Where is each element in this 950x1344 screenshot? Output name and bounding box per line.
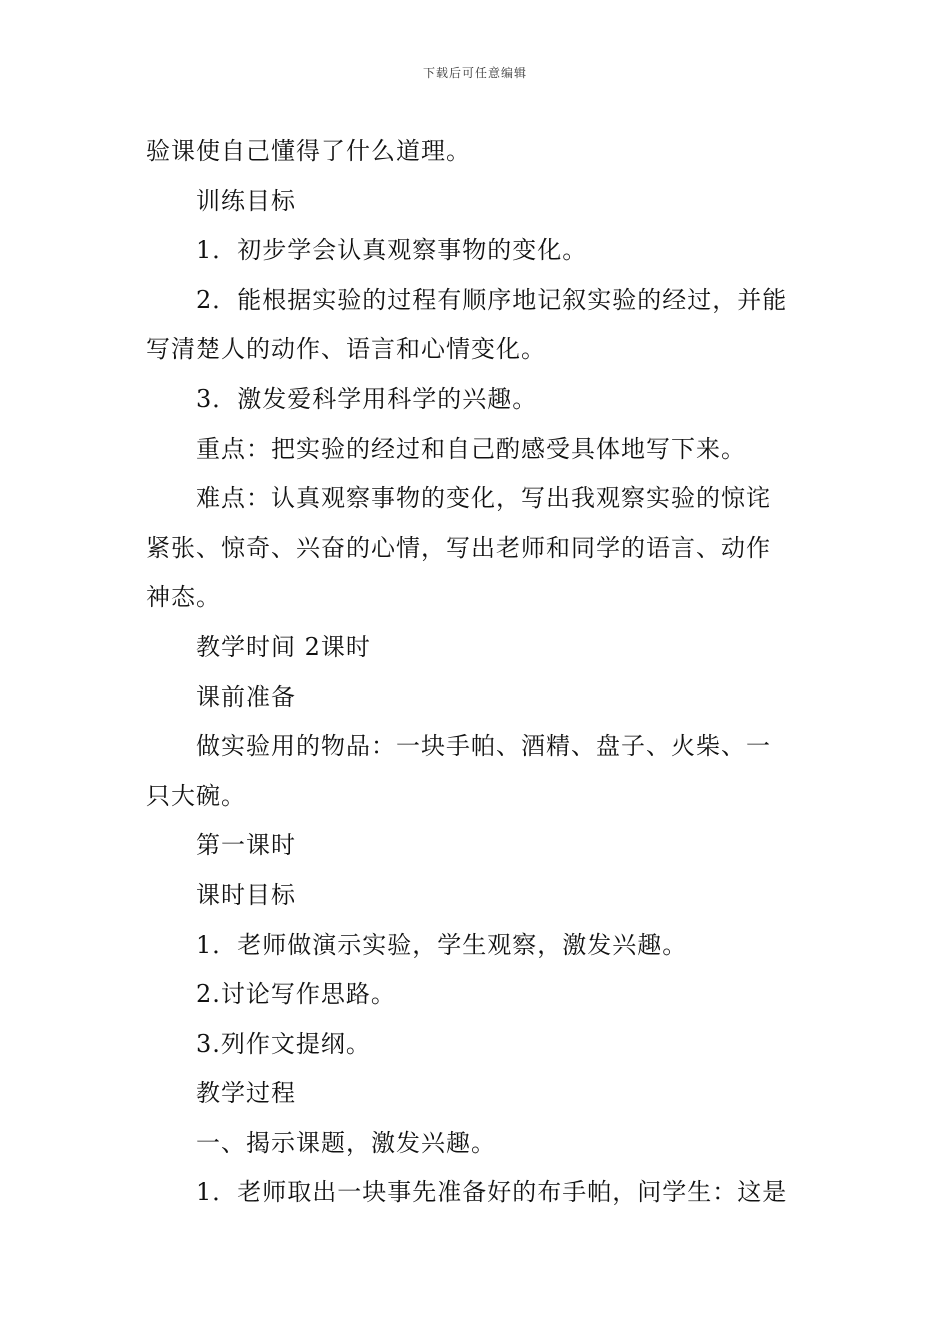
text-line: 重点：把实验的经过和自己酌感受具体地写下来。 [196, 434, 746, 463]
text-line: 1．初步学会认真观察事物的变化。 [196, 236, 588, 265]
page-header: 下载后可任意编辑 [422, 66, 527, 80]
text-line: 3．激发爱科学用科学的兴趣。 [196, 384, 538, 413]
text-line: 课前准备 [196, 682, 296, 711]
text-line: 只大碗。 [146, 781, 246, 810]
document-body [146, 127, 806, 1218]
text-line: 做实验用的物品：一块手帕、酒精、盘子、火柴、一 [196, 732, 771, 761]
text-line: 训练目标 [196, 186, 296, 215]
text-line: 教学时间 2课时 [196, 632, 371, 661]
text-line: 3.列作文提纲。 [196, 1029, 371, 1058]
text-line: 课时目标 [196, 880, 296, 909]
text-line: 2．能根据实验的过程有顺序地记叙实验的经过，并能 [196, 285, 788, 314]
text-line: 教学过程 [196, 1079, 296, 1108]
text-line: 1．老师取出一块事先准备好的布手帕，问学生：这是 [196, 1178, 788, 1207]
text-line: 写清楚人的动作、语言和心情变化。 [146, 335, 546, 364]
text-line: 验课使自己懂得了什么道理。 [146, 137, 471, 165]
text-line: 神态。 [146, 583, 221, 612]
text-line: 1．老师做演示实验，学生观察，激发兴趣。 [196, 930, 688, 959]
text-line: 难点：认真观察事物的变化，写出我观察实验的惊诧 [196, 484, 771, 513]
text-line: 一、揭示课题，激发兴趣。 [196, 1128, 496, 1157]
text-line: 紧张、惊奇、兴奋的心情，写出老师和同学的语言、动作 [146, 533, 771, 562]
text-line: 2.讨论写作思路。 [196, 980, 396, 1009]
text-line: 第一课时 [196, 831, 296, 860]
